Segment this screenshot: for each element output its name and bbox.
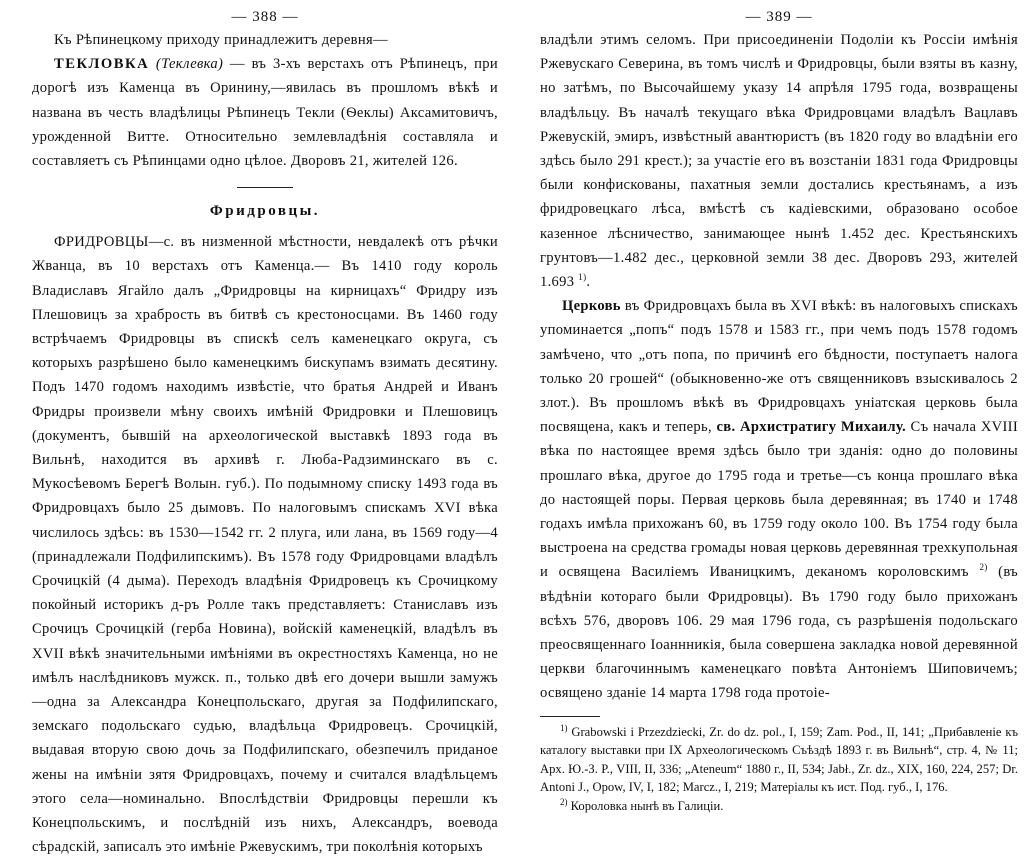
section-heading: Фридровцы. — [209, 203, 321, 220]
footnote-text: Короловка нынѣ въ Галиціи. — [570, 799, 724, 814]
intro-text: Къ Рѣпинецкому приходу принадлежитъ деревня— — [54, 32, 388, 48]
left-page — [0, 0, 512, 856]
entry-title: ТЕКЛОВКА — [54, 56, 150, 73]
church-paragraph — [540, 294, 1018, 705]
footnote-text: Grabowski i Przezdziecki, Zr. do dz. pol., I, 159; Zam. Pod., II, 141; „Прибавленіе къ каталогу выставки при IX Археологическомъ Съѣздѣ 1893 г. въ Вильнѣ“, стр. 4, № 11; Арх. Ю.-З. Р., VIII, II, 336; „Ateneum“ 1880 г., II, 534; Jabł., Zr. dz., XIX, 160, 224, 257; Dr. Antoni J., Opow, IV, I, 182; Marcz., I, 219; Матеріалы къ ист. Под. губ., I, 176. — [540, 724, 1018, 795]
church-dedication: св. Архистратигу Михаилу. — [716, 419, 906, 436]
teklovka-paragraph — [32, 52, 498, 173]
body-text: владѣли этимъ селомъ. При присоединеніи Подоліи къ Россіи имѣнія Ржевускаго Северина, въ томъ числѣ и Фридровцы, были взяты въ казну, но затѣмъ, по Высочайшему указу 14 апрѣля 1795 года, возвращены владѣльцу. Въ началѣ текущаго вѣка Фридровцами владѣлъ Вацлавъ Ржевускій, эмиръ, извѣстный авантюристъ (въ 1820 году во владѣніи его здѣсь было 291 крест.); за участіе его въ возстаніи 1831 года Фридровцы были конфискованы, пахатныя земли достались крестьянамъ, а изъ фридровецкаго лѣса, вмѣстѣ съ кадіевскими, образовано особое казенное лѣсничество, занимающее нынѣ 1.452 дес. Крестьянскихъ грунтовъ—1.482 дес., церковной земли 38 дес. Дворовъ 293, жителей 1.693 — [540, 32, 1018, 291]
footnote-mark: 2) — [560, 796, 568, 807]
footnote — [540, 723, 1018, 797]
footnote-divider — [540, 716, 600, 717]
body-text: (въ вѣдѣніи котораго были Фридровцы). Въ 1790 году было прихожанъ всѣхъ 576, дворовъ 106. 29 мая 1796 года, съ разрѣшенія подольскаго преосвященнаго Іоаннникія, была совершена закладка новой деревянной церкви благочиннымъ каменецкаго повѣта Антоніемъ Шиповичемъ; освящено зданіе 14 марта 1798 года протоіе- — [540, 564, 1018, 702]
footnote — [540, 797, 1018, 816]
footnote-ref: 1) — [578, 272, 587, 283]
entry-title: ФРИДРОВЦЫ — [54, 234, 149, 251]
entry-text: —с. въ низменной мѣстности, невдалекѣ отъ рѣчки Жванца, въ 10 верстахъ отъ Каменца.— Въ 1410 году король Владиславъ Ягайло далъ „Фридровцы на кирницахъ“ Фридру изъ Плешовицъ за храбрость въ битвѣ съ крестоносцами. Въ 1460 году встрѣчаемъ Фридровцы въ спискѣ селъ каменецкаго округа, съ которыхъ разрѣшено было каменецкимъ бискупамъ взимать десятину. Подъ 1470 годомъ находимъ извѣстіе, что братья Андрей и Иванъ Фридры произвели мѣну своихъ имѣній Фридровки и Плешовицъ (документъ, бывшій на археологической выставкѣ 1893 года въ Вильнѣ, находится въ архивѣ г. Люба-Радзиминскаго въ с. Мукосѣевомъ Берегѣ Волын. губ.). По подымному списку 1493 года въ Фридровцахъ было 25 дымовъ. По налоговымъ спискамъ XVI вѣка числилось здѣсь: въ 1530—1542 гг. 2 плуга, или лана, въ 1569 году—4 (принадлежали Подфилипскимъ). Въ 1578 году Фридровцами владѣлъ Срочицкій (4 дыма). Переходъ владѣнія Фридровецъ къ Срочицкому покойный историкъ д-ръ Ролле такъ представляетъ: Станиславъ изъ Срочицъ Срочицкій (герба Новина), войскій каменецкій, владѣлъ въ XVII вѣкѣ значительными имѣніями въ окрестностяхъ Каменца, но не имѣлъ наслѣдниковъ мужск. п., только двѣ его дочери вышли замужъ—одна за Александра Конецпольскаго, другая за Подфилипскаго, земскаго подольскаго судью, владѣльца Фридровецъ. Срочицкій, выдавая вторую свою дочь за Подфилипскаго, обезпечилъ приданое жены на имѣніи зятя Фридровцахъ, почему и считался владѣльцемъ этого села—номинально. Впослѣдствіи Фридровцы перешли къ Конецпольскимъ, и послѣдній изъ нихъ, Александръ, воевода сѣрадскій, записалъ это имѣніе Ржевускимъ, три поколѣнія которыхъ — [32, 234, 498, 856]
footnote-mark: 1) — [560, 722, 568, 733]
body-text: Съ начала XVIII вѣка по настоящее время здѣсь было три зданія: одно до половины прошлаго вѣка, другое до 1795 года и третье—съ конца прошлаго вѣка до настоящей поры. Первая церковь была деревянная; въ 1740 и 1748 годахъ имѣла прихожанъ 60, въ 1759 году около 100. Въ 1754 году была выстроена на средства громады новая церковь деревянная трехкупольная и освящена Василіемъ Иваницкимъ, деканомъ короловскимъ — [540, 419, 1018, 581]
entry-alt-name: (Теклевка) — [155, 56, 224, 73]
page-number: — 388 — — [231, 9, 299, 25]
entry-text: — въ 3-хъ верстахъ отъ Рѣпинецъ, при дорогѣ изъ Каменца въ Оринину,—явилась въ прошломъ вѣкѣ и названа въ честь владѣлицы Рѣпинецъ Текли (Ѳеклы) Аксамитовичъ, урожденной Витте. Относительно землевладѣнія составляла и составляетъ съ Рѣпинцами одно цѣлое. Дворовъ 21, жителей 126. — [32, 56, 498, 170]
body-text: въ Фридровцахъ была въ XVI вѣкѣ: въ налоговыхъ спискахъ упоминается „попъ“ подъ 1578 и 1583 гг., при чемъ подъ 1578 годомъ замѣчено, что „отъ попа, по причинѣ его бѣдности, поступаетъ налога только 20 грошей“ (обыкновенно-же отъ священниковъ взыскивалось 2 злот.). Въ прошломъ вѣкѣ въ Фридровцахъ уніатская церковь была посвящена, какъ и теперь, — [540, 298, 1018, 436]
body-text: . — [586, 274, 591, 291]
intro-line — [32, 28, 498, 52]
fridrovtsy-paragraph — [32, 230, 498, 859]
church-heading-word: Церковь — [562, 298, 621, 315]
right-page — [524, 0, 1024, 814]
footnote-ref: 2) — [979, 562, 988, 573]
page-number: — 389 — — [745, 9, 813, 25]
continuation-paragraph — [540, 28, 1018, 294]
section-divider — [237, 187, 293, 188]
